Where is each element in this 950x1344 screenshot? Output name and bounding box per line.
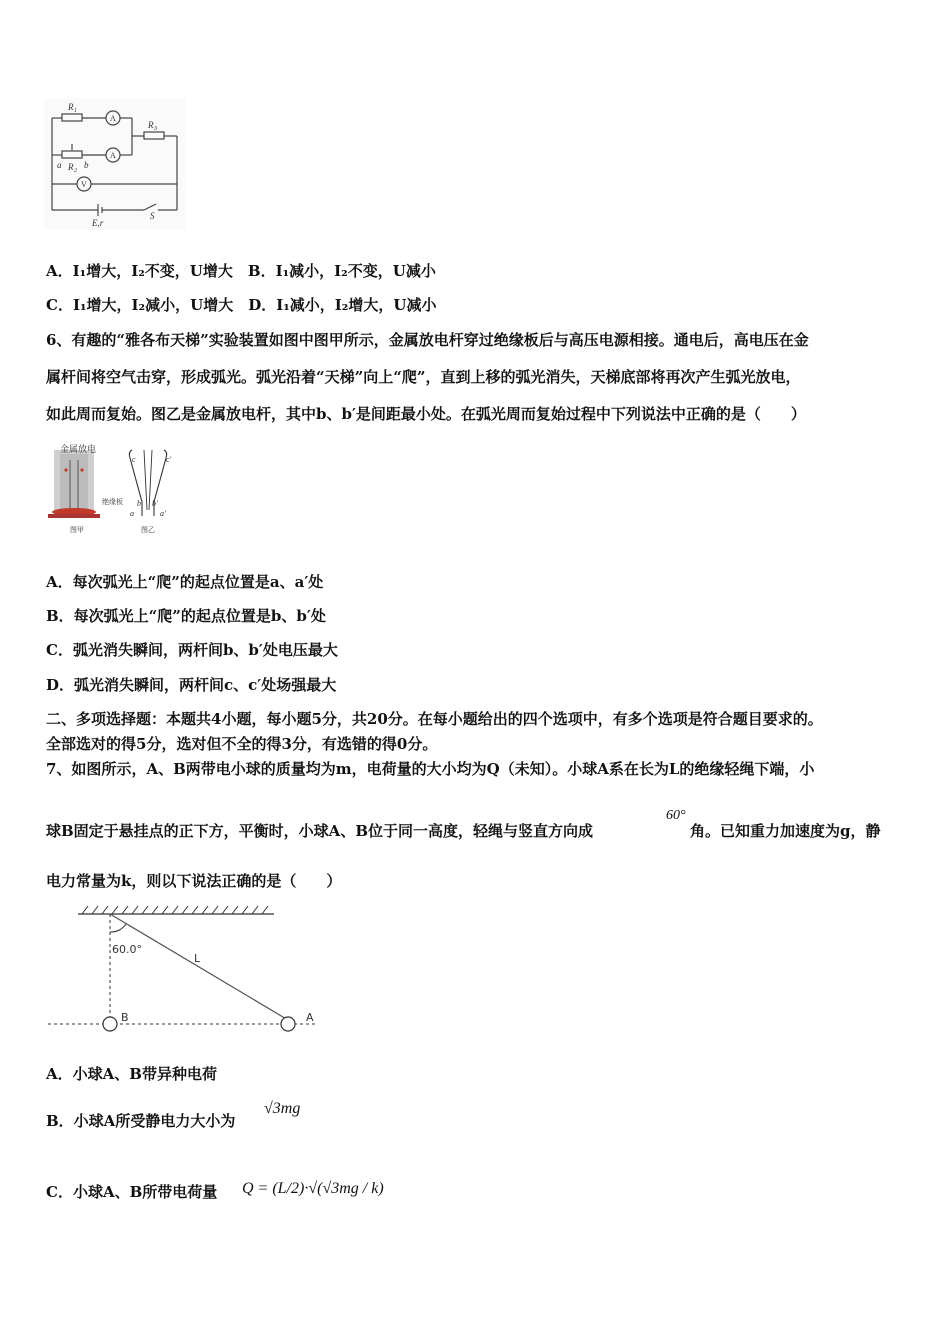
section2-line2: 全部选对的得5分，选对但不全的得3分，有选错的得0分。 [46, 735, 438, 753]
fig-ball-b-label: B [121, 1011, 129, 1024]
q6-text-line1: 6、有趣的“雅各布天梯”实验装置如图中图甲所示，金属放电杆穿过绝缘板后与高压电源相接。通电后，高电压在金 [46, 331, 809, 349]
section2-line1: 二、多项选择题：本题共4小题，每小题5分，共20分。在每小题给出的四个选项中，有多个选项是符合题目要求的。 [46, 710, 823, 728]
q7-option-c: C．小球A、B所带电荷量 [46, 1183, 218, 1201]
q5-options-row1: A．I₁增大，I₂不变，U增大 B．I₁减小，I₂不变，U减小 [46, 262, 436, 280]
fig-angle-label: 60.0° [112, 943, 142, 956]
q7-text-line2b: 角。已知重力加速度为g，静 [690, 822, 881, 840]
q7-option-a: A．小球A、B带异种电荷 [46, 1065, 217, 1083]
fig-label-yi: 图乙 [141, 526, 155, 534]
svg-text:2: 2 [74, 168, 77, 174]
svg-text:A: A [110, 114, 116, 123]
q7-option-b-math: √3mg [264, 1100, 301, 1117]
q6-text-line2: 属杆间将空气击穿，形成弧光。弧光沿着“天梯”向上“爬”，直到上移的弧光消失，天梯底部将再次产生弧光放电， [46, 368, 801, 386]
q7-text-line2a: 球B固定于悬挂点的正下方，平衡时，小球A、B位于同一高度，轻绳与竖直方向成 [46, 822, 593, 840]
svg-text:1: 1 [74, 108, 77, 114]
q7-text-line1: 7、如图所示，A、B两带电小球的质量均为m，电荷量的大小均为Q（未知）。小球A系在长为L的绝缘轻绳下端，小 [46, 760, 815, 778]
svg-text:A: A [110, 151, 116, 160]
fig-ball-a-label: A [306, 1011, 314, 1024]
fig-label-rod: 金属放电 [60, 445, 97, 455]
fig-label-c: c [132, 455, 136, 464]
svg-text:a: a [57, 160, 62, 170]
svg-text:b: b [84, 160, 89, 170]
q6-option-a: A．每次弧光上“爬”的起点位置是a、a′处 [46, 573, 324, 591]
fig-label-a: a [130, 509, 134, 518]
fig-label-c2: c′ [166, 455, 172, 464]
svg-text:R: R [68, 102, 74, 112]
fig-length-label: L [194, 952, 201, 965]
q7-angle-value: 60° [666, 808, 686, 823]
q7-option-b: B．小球A所受静电力大小为 [46, 1112, 236, 1130]
svg-text:R: R [148, 120, 154, 130]
q7-text-line3: 电力常量为k，则以下说法正确的是（ ） [46, 872, 342, 890]
q6-option-c: C．弧光消失瞬间，两杆间b、b′处电压最大 [46, 641, 338, 659]
fig-label-a2: a′ [160, 509, 166, 518]
q6-option-d: D．弧光消失瞬间，两杆间c、c′处场强最大 [46, 676, 337, 694]
svg-text:V: V [81, 180, 87, 189]
svg-text:S: S [150, 211, 155, 221]
fig-label-b2: b′ [152, 499, 158, 508]
q6-option-b: B．每次弧光上“爬”的起点位置是b、b′处 [46, 607, 326, 625]
pendulum-figure [44, 900, 324, 1040]
svg-text:3: 3 [154, 126, 157, 132]
svg-text:E,r: E,r [92, 218, 104, 228]
jacob-ladder-figure [44, 440, 184, 538]
fig-label-plate: 绝缘板 [102, 498, 123, 506]
fig-label-b: b [137, 499, 141, 508]
circuit-diagram [44, 98, 186, 230]
svg-text:R: R [68, 162, 74, 172]
fig-label-jia: 图甲 [70, 526, 84, 534]
q6-text-line3: 如此周而复始。图乙是金属放电杆，其中b、b′是间距最小处。在弧光周而复始过程中下列说法中正确的是（ ） [46, 405, 806, 423]
q5-options-row2: C．I₁增大，I₂减小，U增大 D．I₁减小，I₂增大，U减小 [46, 296, 437, 314]
q7-option-c-math: Q = (L/2)·√(√3mg / k) [242, 1180, 384, 1197]
